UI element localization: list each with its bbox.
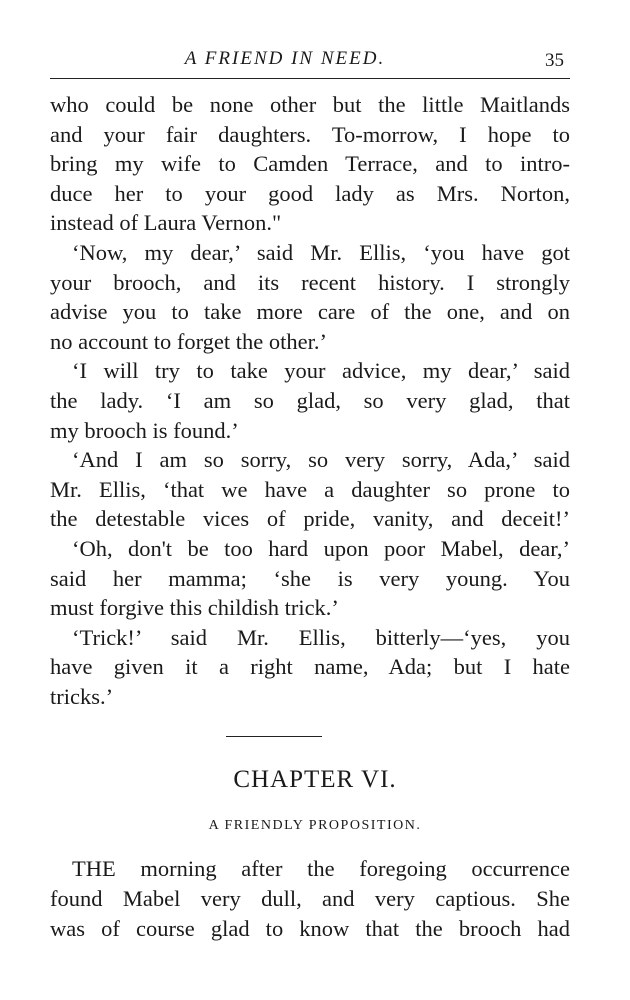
text-line: instead of Laura Vernon." — [50, 210, 282, 236]
text-line: Mr. Ellis, ‘that we have a daughter so prone to — [50, 476, 570, 502]
text-line: your brooch, and its recent history. I strongly — [50, 269, 570, 295]
text-line: the detestable vices of pride, vanity, and deceit!’ — [50, 506, 570, 532]
text-line: was of course glad to know that the brooch had — [50, 916, 570, 941]
text-line: no account to forget the other.’ — [50, 328, 327, 354]
header-rule — [50, 78, 570, 79]
running-head — [50, 48, 570, 78]
page-number: 35 — [545, 50, 564, 71]
text-line: ‘And I am so sorry, so very sorry, Ada,’ said — [72, 447, 570, 473]
text-line: found Mabel very dull, and very captious. She — [50, 886, 570, 911]
running-title: A FRIEND IN NEED. — [184, 48, 386, 69]
text-line: advise you to take more care of the one, and on — [50, 299, 570, 325]
text-line: ‘I will try to take your advice, my dear,’ said — [72, 358, 570, 384]
text-line: ‘Trick!’ said Mr. Ellis, bitterly—‘yes, you — [72, 624, 570, 650]
text-line: tricks.’ — [50, 683, 114, 709]
text-line: who could be none other but the little Maitlands — [50, 92, 570, 117]
text-line: and your fair daughters. To-morrow, I hope to — [50, 121, 570, 147]
text-line: the lady. ‘I am so glad, so very glad, that — [50, 387, 570, 413]
text-line: must forgive this childish trick.’ — [50, 595, 339, 621]
chapter-subtitle: A FRIENDLY PROPOSITION. — [208, 818, 422, 833]
text-line: bring my wife to Camden Terrace, and to intro- — [50, 151, 570, 177]
text-line: duce her to your good lady as Mrs. Norton, — [50, 180, 570, 206]
chapter-text — [50, 854, 570, 944]
text-line: have given it a right name, Ada; but I hate — [50, 654, 570, 680]
section-divider — [226, 736, 322, 737]
text-line: ‘Oh, don't be too hard upon poor Mabel, dear,’ — [72, 535, 570, 561]
text-line: THE morning after the foregoing occurrence — [72, 856, 570, 881]
chapter-title: CHAPTER VI. — [233, 766, 397, 793]
text-line: ‘Now, my dear,’ said Mr. Ellis, ‘you have got — [72, 239, 570, 265]
text-line: my brooch is found.’ — [50, 417, 239, 443]
text-line: said her mamma; ‘she is very young. You — [50, 565, 570, 591]
body-text — [50, 90, 570, 711]
